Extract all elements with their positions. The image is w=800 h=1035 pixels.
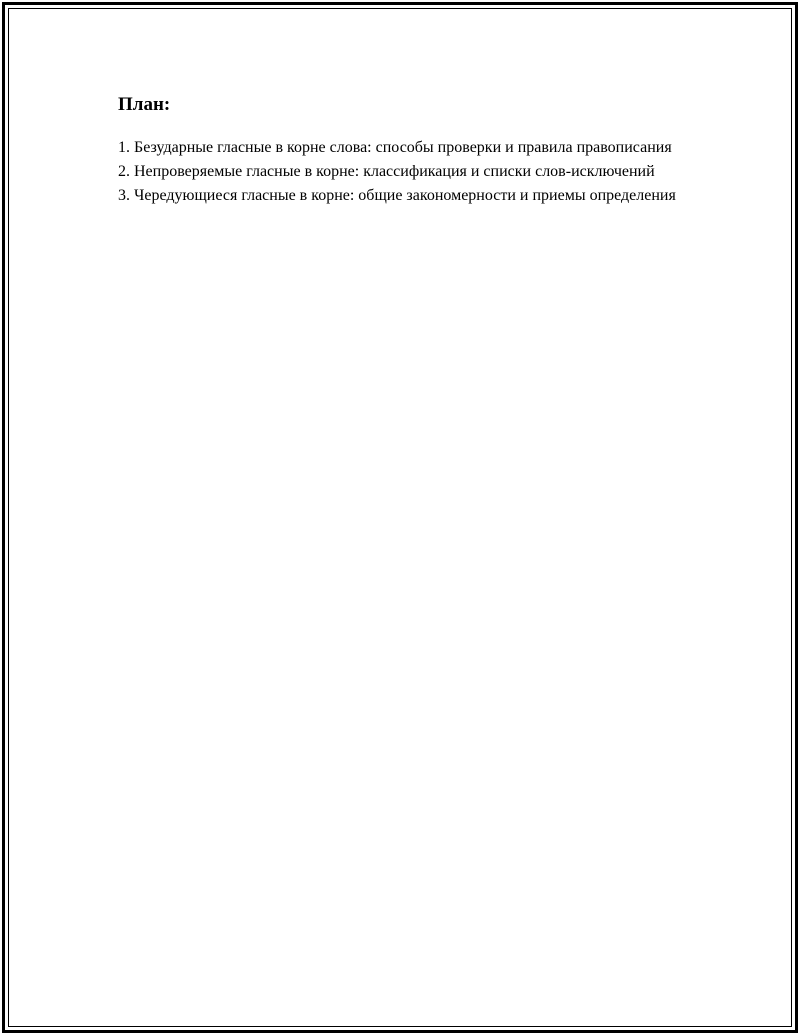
plan-list <box>118 136 678 208</box>
plan-heading: План: <box>118 94 171 115</box>
plan-item-3: 3. Чередующиеся гласные в корне: общие закономерности и приемы определения <box>118 187 676 204</box>
document-body <box>118 92 678 208</box>
plan-item-1: 1. Безударные гласные в корне слова: способы проверки и правила правописания <box>118 139 672 156</box>
plan-item-2: 2. Непроверяемые гласные в корне: классификация и списки слов-исключений <box>118 163 655 180</box>
